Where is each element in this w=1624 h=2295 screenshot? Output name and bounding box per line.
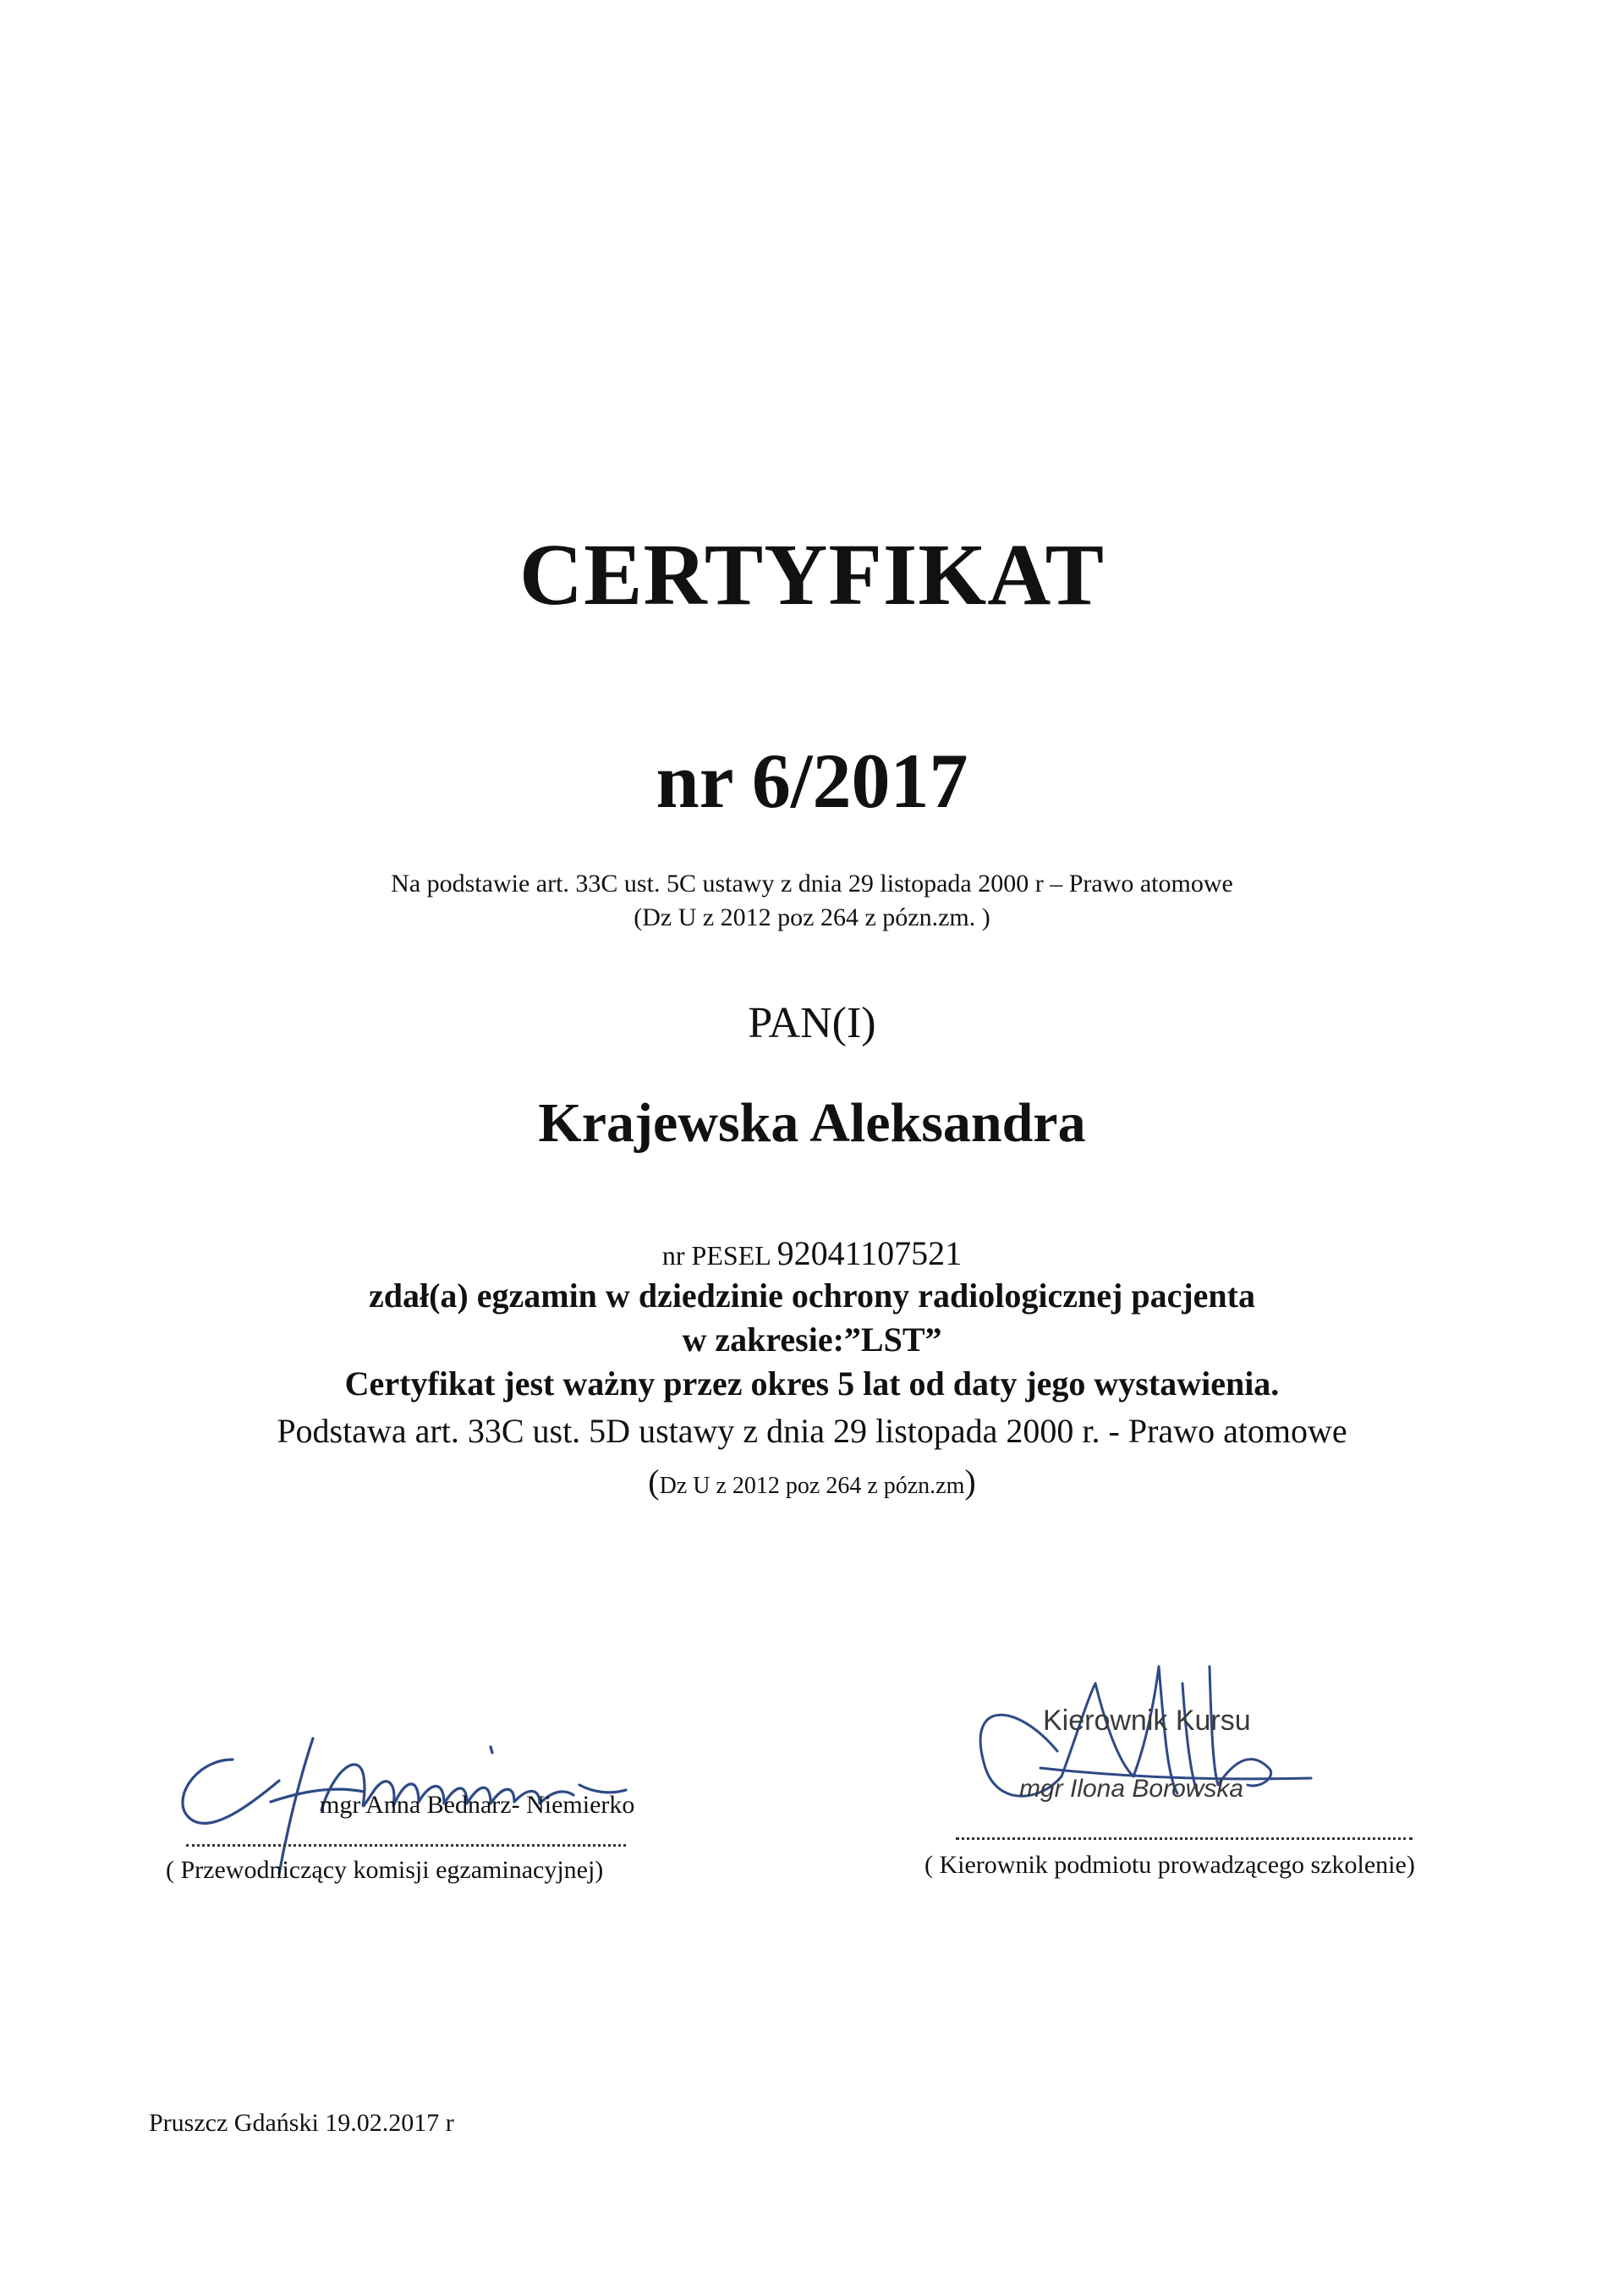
legal-reference <box>0 1462 1624 1502</box>
exam-statement: zdał(a) egzamin w dziedzinie ochrony radiologicznej pacjenta <box>368 1277 1255 1315</box>
chair-name: mgr Anna Bednarz- Niemierko <box>320 1791 635 1819</box>
scope-statement: w zakresie:”LST” <box>682 1320 942 1359</box>
chair-role-caption: ( Przewodniczący komisji egzaminacyjnej) <box>166 1856 604 1884</box>
signature-line-right <box>956 1837 1413 1840</box>
pesel-label: nr PESEL <box>661 1240 771 1271</box>
salutation: PAN(I) <box>748 999 876 1047</box>
course-director-stamp-title: Kierownik Kursu <box>1043 1705 1251 1737</box>
legal-ref-open: ( <box>648 1463 660 1501</box>
director-role-caption: ( Kierownik podmiotu prowadzącego szkolenie) <box>924 1851 1415 1879</box>
legal-basis-line-1: Na podstawie art. 33C ust. 5C ustawy z dnia 29 listopada 2000 r – Prawo atomowe <box>391 870 1233 898</box>
course-director-stamp-name: mgr Ilona Borowska <box>1019 1775 1244 1803</box>
legal-ref-close: ) <box>964 1463 976 1501</box>
legal-basis-line-2: (Dz U z 2012 poz 264 z pózn.zm. ) <box>634 903 990 931</box>
certificate-number: nr 6/2017 <box>656 738 968 824</box>
validity-statement: Certyfikat jest ważny przez okres 5 lat od daty jego wystawienia. <box>344 1364 1280 1403</box>
recipient-name: Krajewska Aleksandra <box>538 1092 1086 1154</box>
pesel-number: 92041107521 <box>776 1234 963 1272</box>
certificate-title: CERTYFIKAT <box>518 526 1106 623</box>
pesel-line <box>0 1233 1624 1273</box>
legal-basis-statement: Podstawa art. 33C ust. 5D ustawy z dnia 29 listopada 2000 r. - Prawo atomowe <box>277 1412 1347 1450</box>
legal-ref-text: Dz U z 2012 poz 264 z pózn.zm <box>659 1473 965 1499</box>
place-and-date: Pruszcz Gdański 19.02.2017 r <box>149 2109 454 2137</box>
signature-line-left <box>186 1844 626 1847</box>
